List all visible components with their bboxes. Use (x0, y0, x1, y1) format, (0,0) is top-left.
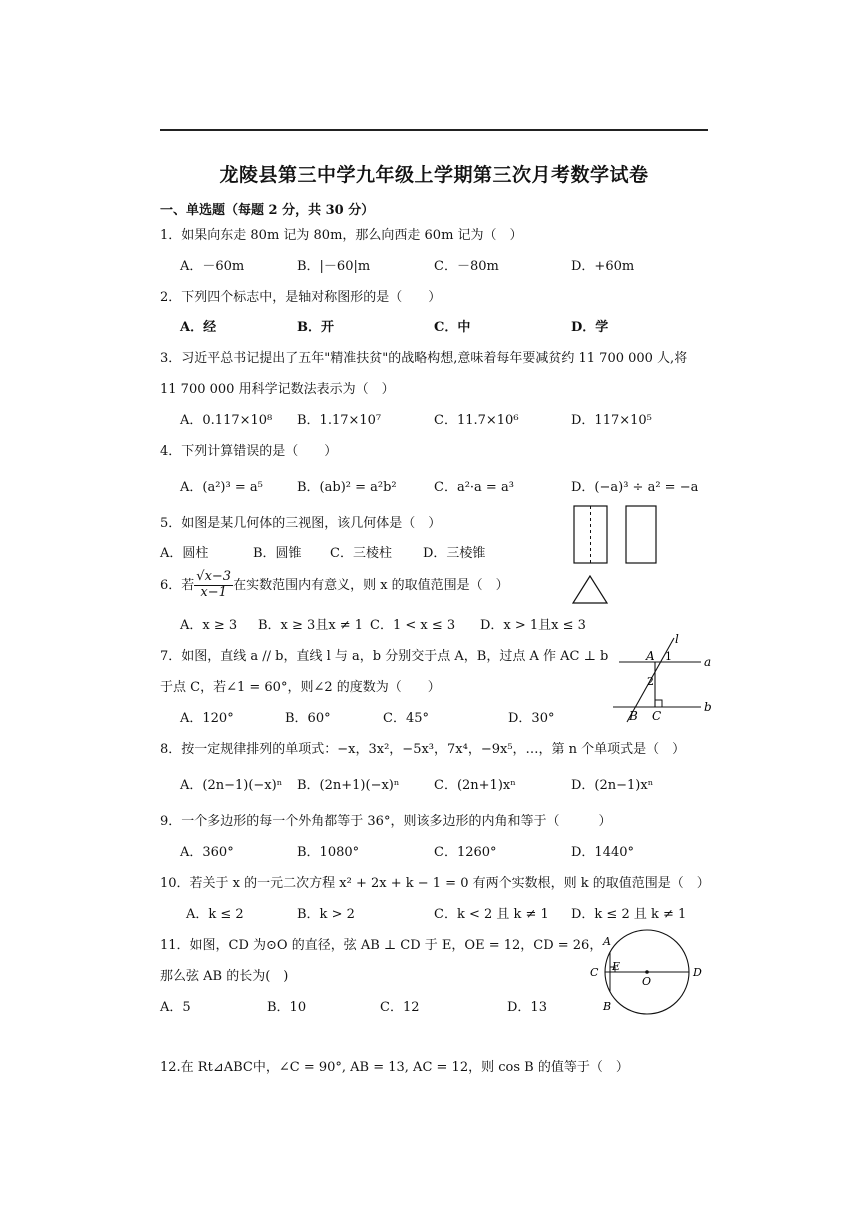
q6-option-d[interactable]: D．x > 1且x ≤ 3 (480, 618, 586, 633)
question-3-stem-line2: 11 700 000 用科学记数法表示为（ ） (160, 382, 395, 397)
q1-option-b[interactable]: B．|－60|m (297, 259, 371, 274)
header-rule (160, 129, 708, 131)
q8-option-d[interactable]: D．(2n−1)xⁿ (571, 778, 654, 793)
q3-option-d[interactable]: D．117×10⁵ (571, 413, 652, 428)
q2-option-b[interactable]: B．开 (297, 320, 334, 335)
q11-option-c[interactable]: C．12 (380, 1000, 420, 1015)
q4-option-b[interactable]: B．(ab)² = a²b² (297, 480, 397, 495)
q6-suffix: 在实数范围内有意义，则 x 的取值范围是（ ） (233, 577, 509, 593)
label-b: b (704, 700, 712, 714)
question-5-stem: 5．如图是某几何体的三视图，该几何体是（ ） (160, 516, 442, 531)
q8-option-b[interactable]: B．(2n+1)(−x)ⁿ (297, 778, 400, 793)
page-title: 龙陵县第三中学九年级上学期第三次月考数学试卷 (219, 164, 649, 186)
q10-option-c[interactable]: C．k < 2 且 k ≠ 1 (434, 907, 549, 922)
q6-option-c[interactable]: C．1 < x ≤ 3 (370, 618, 456, 633)
label-angle-2: 2 (647, 675, 654, 688)
question-3-stem-line1: 3．习近平总书记提出了五年"精准扶贫"的战略构想,意味着每年要减贫约 11 700 000 人,将 (160, 351, 688, 366)
question-11-stem-line1: 11．如图，CD 为⊙O 的直径，弦 AB ⊥ CD 于 E，OE = 12，CD = 26， (160, 938, 603, 953)
q10-option-b[interactable]: B．k > 2 (297, 907, 355, 922)
q4-option-a[interactable]: A．(a²)³ = a⁵ (180, 480, 263, 495)
question-6-stem (160, 570, 509, 601)
question-4-stem: 4．下列计算错误的是（ ） (160, 444, 338, 459)
q8-option-c[interactable]: C．(2n+1)xⁿ (434, 778, 516, 793)
q9-option-c[interactable]: C．1260° (434, 845, 497, 860)
section-heading: 一、单选题（每题 2 分，共 30 分） (160, 203, 375, 218)
q7-option-c[interactable]: C．45° (383, 711, 429, 726)
q2-option-a[interactable]: A．经 (180, 320, 217, 335)
q7-option-a[interactable]: A．120° (180, 711, 234, 726)
q6-numerator: √x−3 (196, 569, 232, 584)
q4-option-d[interactable]: D．(−a)³ ÷ a² = −a (571, 480, 699, 495)
circle-figure (586, 928, 716, 1020)
side-view-rect (626, 506, 656, 563)
question-7-stem-line2: 于点 C，若∠1 = 60°，则∠2 的度数为（ ） (160, 680, 441, 695)
label-d: D (693, 966, 702, 979)
label-a: a (704, 655, 712, 669)
q7-option-b[interactable]: B．60° (285, 711, 331, 726)
label-point-b: B (629, 709, 638, 723)
q5-option-c[interactable]: C．三棱柱 (330, 546, 392, 561)
q3-option-a[interactable]: A．0.117×10⁸ (180, 413, 273, 428)
q5-option-a[interactable]: A．圆柱 (160, 546, 209, 561)
label-angle-1: 1 (665, 650, 672, 663)
q8-option-a[interactable]: A．(2n−1)(−x)ⁿ (180, 778, 283, 793)
q3-option-c[interactable]: C．11.7×10⁶ (434, 413, 519, 428)
q6-fraction (194, 570, 233, 601)
label-b: B (603, 1000, 612, 1013)
q3-option-b[interactable]: B．1.17×10⁷ (297, 413, 382, 428)
center-dot (645, 970, 649, 974)
q5-option-b[interactable]: B．圆锥 (253, 546, 302, 561)
q6-option-a[interactable]: A．x ≥ 3 (180, 618, 238, 633)
q10-option-a[interactable]: A．k ≤ 2 (186, 907, 244, 922)
question-7-stem-line1: 7．如图，直线 a // b，直线 l 与 a，b 分别交于点 A，B，过点 A 作 AC ⊥ b (160, 649, 609, 664)
three-view-figure (566, 502, 666, 612)
label-o: O (642, 975, 652, 988)
label-point-c: C (652, 709, 662, 723)
label-a: A (603, 935, 611, 948)
q9-option-b[interactable]: B．1080° (297, 845, 360, 860)
top-view-triangle (573, 576, 607, 603)
q11-option-d[interactable]: D．13 (507, 1000, 547, 1015)
q2-option-d[interactable]: D．学 (571, 320, 609, 335)
q4-option-c[interactable]: C．a²·a = a³ (434, 480, 514, 495)
q1-option-c[interactable]: C．－80m (434, 259, 499, 274)
q9-option-a[interactable]: A．360° (180, 845, 234, 860)
q1-option-d[interactable]: D．+60m (571, 259, 635, 274)
question-11-stem-line2: 那么弦 AB 的长为( ) (160, 969, 289, 984)
q5-option-d[interactable]: D．三棱锥 (423, 546, 486, 561)
label-c: C (590, 966, 599, 979)
q6-denominator: x−1 (200, 584, 227, 600)
question-10-stem: 10．若关于 x 的一元二次方程 x² + 2x + k − 1 = 0 有两个实数根，则 k 的取值范围是（ ） (160, 876, 710, 891)
q1-option-a[interactable]: A．－60m (180, 259, 245, 274)
question-1-stem: 1．如果向东走 80m 记为 80m，那么向西走 60m 记为（ ） (160, 228, 523, 243)
question-8-stem: 8．按一定规律排列的单项式：−x，3x²，−5x³，7x⁴，−9x⁵，…，第 n 个单项式是（ ） (160, 742, 686, 757)
q9-option-d[interactable]: D．1440° (571, 845, 635, 860)
q2-option-c[interactable]: C．中 (434, 320, 471, 335)
parallel-lines-figure (605, 630, 725, 725)
right-angle-mark (655, 700, 662, 707)
q10-option-d[interactable]: D．k ≤ 2 且 k ≠ 1 (571, 907, 687, 922)
q6-prefix: 6．若 (160, 577, 195, 593)
q6-option-b[interactable]: B．x ≥ 3且x ≠ 1 (258, 618, 364, 633)
label-point-a: A (646, 649, 655, 663)
question-9-stem: 9．一个多边形的每一个外角都等于 36°，则该多边形的内角和等于（ ） (160, 814, 612, 829)
label-l: l (675, 632, 679, 646)
question-12-stem: 12.在 Rt⊿ABC中，∠C = 90°, AB = 13, AC = 12，则 cos B 的值等于（ ） (160, 1060, 629, 1075)
q11-option-a[interactable]: A．5 (160, 1000, 191, 1015)
label-e: E (612, 960, 621, 973)
q11-option-b[interactable]: B．10 (267, 1000, 307, 1015)
q7-option-d[interactable]: D．30° (508, 711, 555, 726)
question-2-stem: 2．下列四个标志中，是轴对称图形的是（ ） (160, 290, 442, 305)
